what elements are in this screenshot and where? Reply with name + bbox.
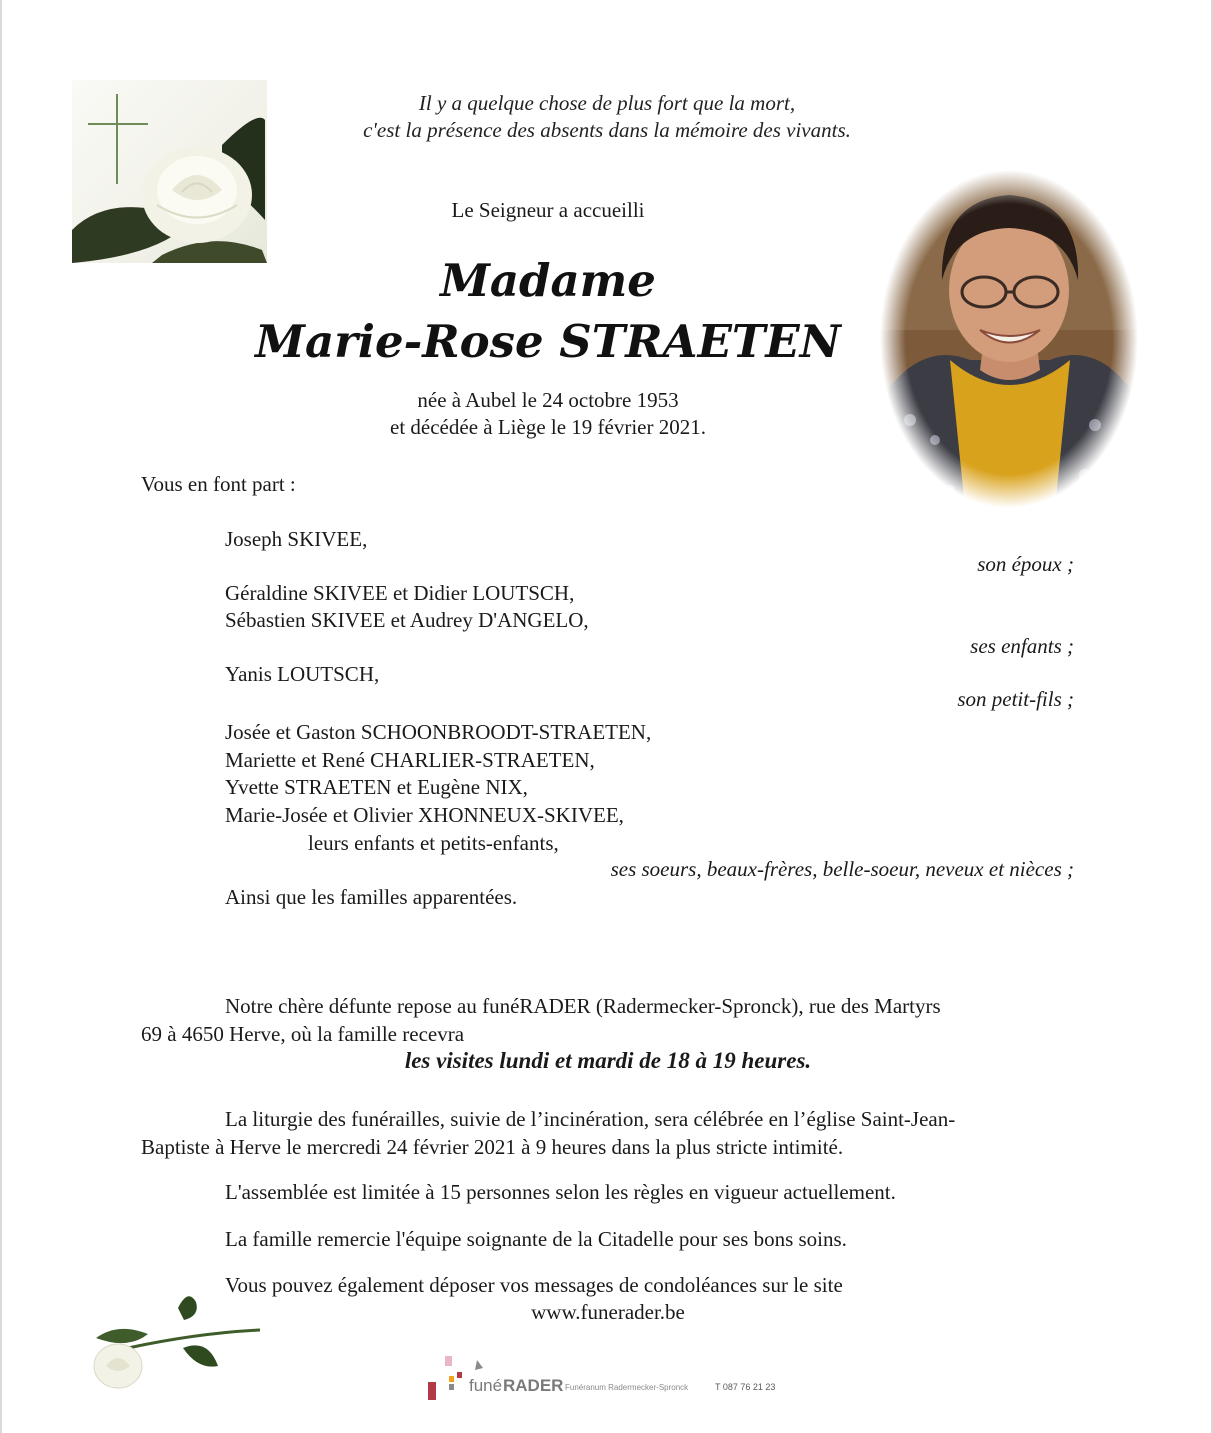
sibling-1: Josée et Gaston SCHOONBROODT-STRAETEN, xyxy=(225,720,652,744)
portrait-photo xyxy=(880,170,1138,508)
sibling-4: Marie-Josée et Olivier XHONNEUX-SKIVEE, xyxy=(225,803,624,827)
thanks-text: La famille remercie l'équipe soignante de la Citadelle pour ses bons soins. xyxy=(225,1227,847,1251)
birth-info: née à Aubel le 24 octobre 1953 xyxy=(417,388,679,412)
page-border-left xyxy=(0,0,2,1433)
related-families: Ainsi que les familles apparentées. xyxy=(225,885,518,909)
husband-role: son époux ; xyxy=(977,552,1074,576)
child-1: Géraldine SKIVEE et Didier LOUTSCH, xyxy=(225,581,575,605)
siblings-role: ses soeurs, beaux-frères, belle-soeur, neveux et nièces ; xyxy=(610,857,1074,881)
quote-line-1: Il y a quelque chose de plus fort que la mort, xyxy=(418,91,796,115)
condolences-text: Vous pouvez également déposer vos messages de condoléances sur le site xyxy=(225,1273,843,1297)
children-role: ses enfants ; xyxy=(970,634,1074,658)
announce-text: Vous en font part : xyxy=(141,472,296,496)
grandson-role: son petit-fils ; xyxy=(957,687,1074,711)
logo-brand-prefix: funé xyxy=(469,1376,503,1395)
sibling-3: Yvette STRAETEN et Eugène NIX, xyxy=(225,775,528,799)
deceased-name: Marie-Rose STRAETEN xyxy=(255,315,841,368)
visiting-hours: les visites lundi et mardi de 18 à 19 heures. xyxy=(404,1048,812,1073)
funerader-logo xyxy=(425,1352,805,1404)
liturgy-line-2: Baptiste à Herve le mercredi 24 février 2021 à 9 heures dans la plus stricte intimité. xyxy=(141,1135,844,1159)
intro-text: Le Seigneur a accueilli xyxy=(451,198,645,222)
cross-rose-image xyxy=(72,80,267,263)
deceased-title: Madame xyxy=(440,254,656,307)
child-2: Sébastien SKIVEE et Audrey D'ANGELO, xyxy=(225,608,589,632)
siblings-children: leurs enfants et petits-enfants, xyxy=(308,831,559,855)
husband-name: Joseph SKIVEE, xyxy=(225,527,368,551)
logo-phone: T 087 76 21 23 xyxy=(715,1382,776,1392)
rose-icon xyxy=(88,1288,268,1398)
logo-tagline: Funéranum Radermecker-Spronck xyxy=(565,1383,689,1392)
death-info: et décédée à Liège le 19 février 2021. xyxy=(390,415,706,439)
website-link[interactable]: www.funerader.be xyxy=(531,1300,685,1324)
cross-icon xyxy=(72,80,267,263)
grandson-name: Yanis LOUTSCH, xyxy=(225,662,380,686)
assembly-notice: L'assemblée est limitée à 15 personnes selon les règles en vigueur actuellement. xyxy=(225,1180,896,1204)
liturgy-line-1: La liturgie des funérailles, suivie de l’incinération, sera célébrée en l’église Saint-Jean- xyxy=(225,1107,956,1131)
sibling-2: Mariette et René CHARLIER-STRAETEN, xyxy=(225,748,595,772)
quote-line-2: c'est la présence des absents dans la mémoire des vivants. xyxy=(363,118,851,142)
logo-brand-main: RADER xyxy=(503,1376,564,1395)
repose-line-2: 69 à 4650 Herve, où la famille recevra xyxy=(141,1022,465,1046)
repose-line-1: Notre chère défunte repose au funéRADER (Radermecker-Spronck), rue des Martyrs xyxy=(225,994,941,1018)
